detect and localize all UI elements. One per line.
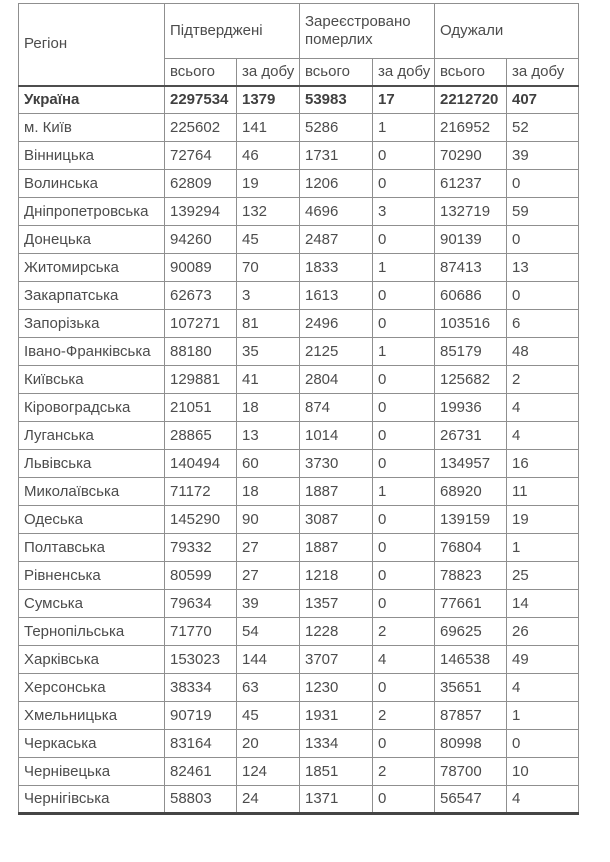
table-row: [19, 618, 579, 646]
confirmed-day-cell: 70: [237, 254, 300, 282]
region-cell: Луганська: [19, 422, 165, 450]
region-cell: Чернівецька: [19, 758, 165, 786]
confirmed-total-cell: 72764: [165, 142, 237, 170]
confirmed-total-cell: 71770: [165, 618, 237, 646]
deaths-total-cell: 2804: [300, 366, 373, 394]
table-body: [19, 86, 579, 814]
deaths-day-cell: 0: [373, 366, 435, 394]
recovered-day-cell: 39: [507, 142, 579, 170]
deaths-day-cell: 0: [373, 506, 435, 534]
region-cell: Хмельницька: [19, 702, 165, 730]
confirmed-total-cell: 62673: [165, 282, 237, 310]
recovered-total-cell: 60686: [435, 282, 507, 310]
subheader-recovered-per-day: за добу: [507, 59, 579, 86]
region-cell: Миколаївська: [19, 478, 165, 506]
recovered-total-cell: 87857: [435, 702, 507, 730]
confirmed-total-cell: 90719: [165, 702, 237, 730]
table-row: [19, 534, 579, 562]
deaths-total-cell: 1851: [300, 758, 373, 786]
region-cell: Тернопільська: [19, 618, 165, 646]
confirmed-total-cell: 21051: [165, 394, 237, 422]
table-row: [19, 646, 579, 674]
confirmed-day-cell: 39: [237, 590, 300, 618]
recovered-total-cell: 69625: [435, 618, 507, 646]
table-row: [19, 506, 579, 534]
confirmed-day-cell: 27: [237, 534, 300, 562]
header-recovered: Одужали: [435, 4, 579, 59]
confirmed-total-cell: 139294: [165, 198, 237, 226]
recovered-total-cell: 146538: [435, 646, 507, 674]
covid-stats-table: [18, 3, 579, 815]
deaths-total-cell: 1731: [300, 142, 373, 170]
recovered-total-cell: 125682: [435, 366, 507, 394]
header-deaths: Зареєстровано померлих: [300, 4, 435, 59]
recovered-total-cell: 90139: [435, 226, 507, 254]
confirmed-total-cell: 38334: [165, 674, 237, 702]
recovered-total-cell: 87413: [435, 254, 507, 282]
recovered-day-cell: 2: [507, 366, 579, 394]
confirmed-day-cell: 27: [237, 562, 300, 590]
deaths-day-cell: 0: [373, 170, 435, 198]
header-group-row: [19, 4, 579, 59]
region-cell: Черкаська: [19, 730, 165, 758]
confirmed-total-cell: 62809: [165, 170, 237, 198]
recovered-total-cell: 2212720: [435, 86, 507, 114]
table-row: [19, 86, 579, 114]
recovered-day-cell: 4: [507, 394, 579, 422]
table-row: [19, 702, 579, 730]
recovered-day-cell: 59: [507, 198, 579, 226]
confirmed-day-cell: 13: [237, 422, 300, 450]
recovered-day-cell: 48: [507, 338, 579, 366]
deaths-day-cell: 0: [373, 422, 435, 450]
deaths-day-cell: 2: [373, 758, 435, 786]
deaths-day-cell: 0: [373, 534, 435, 562]
table-row: [19, 282, 579, 310]
confirmed-total-cell: 145290: [165, 506, 237, 534]
confirmed-day-cell: 20: [237, 730, 300, 758]
table-row: [19, 142, 579, 170]
recovered-day-cell: 52: [507, 114, 579, 142]
confirmed-day-cell: 1379: [237, 86, 300, 114]
deaths-total-cell: 1931: [300, 702, 373, 730]
deaths-total-cell: 2125: [300, 338, 373, 366]
confirmed-total-cell: 79634: [165, 590, 237, 618]
recovered-day-cell: 11: [507, 478, 579, 506]
deaths-total-cell: 5286: [300, 114, 373, 142]
confirmed-day-cell: 54: [237, 618, 300, 646]
deaths-total-cell: 1218: [300, 562, 373, 590]
deaths-day-cell: 1: [373, 478, 435, 506]
deaths-day-cell: 0: [373, 450, 435, 478]
recovered-day-cell: 6: [507, 310, 579, 338]
table-row: [19, 366, 579, 394]
deaths-day-cell: 3: [373, 198, 435, 226]
deaths-day-cell: 4: [373, 646, 435, 674]
region-cell: Херсонська: [19, 674, 165, 702]
confirmed-total-cell: 107271: [165, 310, 237, 338]
deaths-day-cell: 0: [373, 142, 435, 170]
region-cell: Харківська: [19, 646, 165, 674]
recovered-day-cell: 1: [507, 702, 579, 730]
deaths-day-cell: 0: [373, 562, 435, 590]
confirmed-total-cell: 140494: [165, 450, 237, 478]
deaths-day-cell: 0: [373, 226, 435, 254]
region-cell: Закарпатська: [19, 282, 165, 310]
recovered-day-cell: 26: [507, 618, 579, 646]
confirmed-total-cell: 2297534: [165, 86, 237, 114]
table-row: [19, 394, 579, 422]
confirmed-day-cell: 3: [237, 282, 300, 310]
recovered-total-cell: 78823: [435, 562, 507, 590]
deaths-total-cell: 874: [300, 394, 373, 422]
confirmed-total-cell: 153023: [165, 646, 237, 674]
table-row: [19, 590, 579, 618]
confirmed-total-cell: 28865: [165, 422, 237, 450]
recovered-total-cell: 26731: [435, 422, 507, 450]
recovered-total-cell: 216952: [435, 114, 507, 142]
recovered-total-cell: 19936: [435, 394, 507, 422]
recovered-total-cell: 61237: [435, 170, 507, 198]
region-cell: Сумська: [19, 590, 165, 618]
confirmed-day-cell: 19: [237, 170, 300, 198]
subheader-deaths-per-day: за добу: [373, 59, 435, 86]
confirmed-total-cell: 83164: [165, 730, 237, 758]
deaths-total-cell: 1833: [300, 254, 373, 282]
subheader-recovered-total: всього: [435, 59, 507, 86]
confirmed-day-cell: 45: [237, 702, 300, 730]
confirmed-total-cell: 80599: [165, 562, 237, 590]
deaths-total-cell: 4696: [300, 198, 373, 226]
region-cell: Київська: [19, 366, 165, 394]
table-row: [19, 562, 579, 590]
table-row: [19, 730, 579, 758]
recovered-total-cell: 103516: [435, 310, 507, 338]
table-row: [19, 422, 579, 450]
table-row: [19, 114, 579, 142]
deaths-total-cell: 3087: [300, 506, 373, 534]
deaths-total-cell: 1887: [300, 534, 373, 562]
header-confirmed: Підтверджені: [165, 4, 300, 59]
region-cell: Волинська: [19, 170, 165, 198]
confirmed-day-cell: 141: [237, 114, 300, 142]
recovered-day-cell: 13: [507, 254, 579, 282]
deaths-total-cell: 2496: [300, 310, 373, 338]
region-cell: Кіровоградська: [19, 394, 165, 422]
recovered-day-cell: 0: [507, 730, 579, 758]
table-row: [19, 478, 579, 506]
recovered-total-cell: 56547: [435, 786, 507, 814]
deaths-day-cell: 17: [373, 86, 435, 114]
deaths-day-cell: 0: [373, 730, 435, 758]
region-cell: Донецька: [19, 226, 165, 254]
region-cell: Житомирська: [19, 254, 165, 282]
confirmed-total-cell: 71172: [165, 478, 237, 506]
confirmed-total-cell: 88180: [165, 338, 237, 366]
confirmed-day-cell: 132: [237, 198, 300, 226]
deaths-total-cell: 2487: [300, 226, 373, 254]
recovered-day-cell: 19: [507, 506, 579, 534]
recovered-total-cell: 134957: [435, 450, 507, 478]
recovered-day-cell: 1: [507, 534, 579, 562]
subheader-deaths-total: всього: [300, 59, 373, 86]
recovered-day-cell: 16: [507, 450, 579, 478]
deaths-total-cell: 1357: [300, 590, 373, 618]
recovered-total-cell: 77661: [435, 590, 507, 618]
deaths-day-cell: 0: [373, 590, 435, 618]
confirmed-day-cell: 24: [237, 786, 300, 814]
table-row: [19, 674, 579, 702]
recovered-total-cell: 78700: [435, 758, 507, 786]
deaths-day-cell: 1: [373, 338, 435, 366]
table-row: [19, 338, 579, 366]
subheader-confirmed-total: всього: [165, 59, 237, 86]
region-cell: Дніпропетровська: [19, 198, 165, 226]
confirmed-day-cell: 41: [237, 366, 300, 394]
confirmed-total-cell: 58803: [165, 786, 237, 814]
confirmed-day-cell: 63: [237, 674, 300, 702]
confirmed-day-cell: 18: [237, 478, 300, 506]
recovered-day-cell: 407: [507, 86, 579, 114]
confirmed-day-cell: 81: [237, 310, 300, 338]
confirmed-day-cell: 144: [237, 646, 300, 674]
confirmed-day-cell: 18: [237, 394, 300, 422]
table-row: [19, 254, 579, 282]
deaths-total-cell: 1887: [300, 478, 373, 506]
region-cell: Україна: [19, 86, 165, 114]
confirmed-total-cell: 129881: [165, 366, 237, 394]
deaths-day-cell: 0: [373, 394, 435, 422]
confirmed-day-cell: 35: [237, 338, 300, 366]
deaths-total-cell: 1613: [300, 282, 373, 310]
region-cell: Полтавська: [19, 534, 165, 562]
subheader-confirmed-per-day: за добу: [237, 59, 300, 86]
confirmed-day-cell: 90: [237, 506, 300, 534]
deaths-day-cell: 1: [373, 254, 435, 282]
confirmed-total-cell: 225602: [165, 114, 237, 142]
region-cell: Львівська: [19, 450, 165, 478]
recovered-day-cell: 0: [507, 226, 579, 254]
deaths-day-cell: 2: [373, 702, 435, 730]
deaths-day-cell: 0: [373, 310, 435, 338]
region-cell: Одеська: [19, 506, 165, 534]
deaths-total-cell: 1228: [300, 618, 373, 646]
recovered-total-cell: 80998: [435, 730, 507, 758]
table-row: [19, 310, 579, 338]
recovered-day-cell: 0: [507, 170, 579, 198]
header-region: Регіон: [19, 4, 165, 86]
deaths-day-cell: 0: [373, 282, 435, 310]
recovered-total-cell: 76804: [435, 534, 507, 562]
recovered-day-cell: 10: [507, 758, 579, 786]
region-cell: Рівненська: [19, 562, 165, 590]
recovered-total-cell: 139159: [435, 506, 507, 534]
confirmed-total-cell: 82461: [165, 758, 237, 786]
table-row: [19, 786, 579, 814]
recovered-total-cell: 132719: [435, 198, 507, 226]
deaths-total-cell: 1371: [300, 786, 373, 814]
recovered-total-cell: 70290: [435, 142, 507, 170]
deaths-day-cell: 2: [373, 618, 435, 646]
table-row: [19, 170, 579, 198]
deaths-total-cell: 1206: [300, 170, 373, 198]
table-row: [19, 226, 579, 254]
recovered-total-cell: 68920: [435, 478, 507, 506]
region-cell: Чернігівська: [19, 786, 165, 814]
recovered-total-cell: 35651: [435, 674, 507, 702]
recovered-total-cell: 85179: [435, 338, 507, 366]
deaths-total-cell: 3707: [300, 646, 373, 674]
confirmed-day-cell: 46: [237, 142, 300, 170]
confirmed-total-cell: 79332: [165, 534, 237, 562]
table-row: [19, 450, 579, 478]
region-cell: Вінницька: [19, 142, 165, 170]
table-row: [19, 758, 579, 786]
confirmed-total-cell: 94260: [165, 226, 237, 254]
recovered-day-cell: 4: [507, 674, 579, 702]
recovered-day-cell: 4: [507, 786, 579, 814]
deaths-day-cell: 0: [373, 786, 435, 814]
deaths-total-cell: 53983: [300, 86, 373, 114]
recovered-day-cell: 49: [507, 646, 579, 674]
deaths-day-cell: 1: [373, 114, 435, 142]
confirmed-day-cell: 124: [237, 758, 300, 786]
deaths-total-cell: 3730: [300, 450, 373, 478]
confirmed-total-cell: 90089: [165, 254, 237, 282]
recovered-day-cell: 25: [507, 562, 579, 590]
region-cell: м. Київ: [19, 114, 165, 142]
deaths-total-cell: 1334: [300, 730, 373, 758]
confirmed-day-cell: 60: [237, 450, 300, 478]
table-row: [19, 198, 579, 226]
confirmed-day-cell: 45: [237, 226, 300, 254]
deaths-day-cell: 0: [373, 674, 435, 702]
recovered-day-cell: 0: [507, 282, 579, 310]
deaths-total-cell: 1014: [300, 422, 373, 450]
deaths-total-cell: 1230: [300, 674, 373, 702]
recovered-day-cell: 4: [507, 422, 579, 450]
table-header: [19, 4, 579, 86]
region-cell: Івано-Франківська: [19, 338, 165, 366]
recovered-day-cell: 14: [507, 590, 579, 618]
region-cell: Запорізька: [19, 310, 165, 338]
